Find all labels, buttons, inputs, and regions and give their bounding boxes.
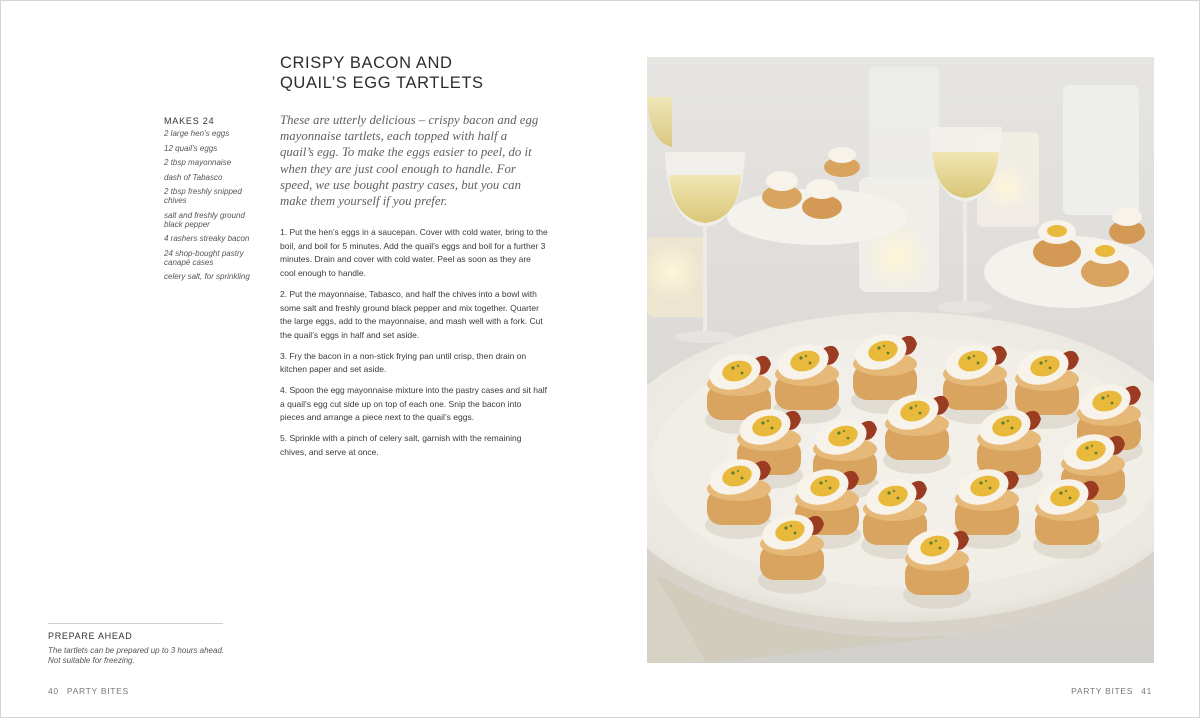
page-number: 40 [48,686,59,696]
ingredient-item: 4 rashers streaky bacon [164,234,250,243]
recipe-title-line-1: CRISPY BACON AND [280,54,453,72]
tartlet-platter-image [647,57,1154,663]
method-step: 1. Put the hen’s eggs in a saucepan. Cover with cold water, bring to the boil, and boil for 5 minutes. Add the quail’s eggs and boil for a further 3 minutes. Drain and cover with cold water. Peel as soon as they are cool enough to handle. [280,227,548,279]
ingredient-item: celery salt, for sprinkling [164,272,250,281]
method-steps [280,226,548,467]
method-step: 4. Spoon the egg mayonnaise mixture into the pastry cases and sit half a quail’s egg cut side up on top of each one. Snip the bacon into pieces and arrange a piece next to the quail’s eggs. [280,385,547,423]
recipe-intro: These are utterly delicious – crispy bacon and egg mayonnaise tartlets, each topped with half a quail’s egg. To make the eggs easier to peel, do it when they are just cool enough to handle. For speed, we use bought pastry cases, but you can make them yourself if you prefer. [280,113,539,209]
food-photo [647,57,1154,663]
ingredient-item: salt and freshly ground black pepper [164,210,245,229]
section-name: PARTY BITES [66,686,129,696]
method-step: 3. Fry the bacon in a non-stick frying pan until crisp, then drain on kitchen paper and set aside. [280,350,527,375]
method-step: 2. Put the mayonnaise, Tabasco, and half the chives into a bowl with some salt and freshly ground black pepper and mix together. Quarter the large eggs, add to the mayonnaise, and mash well with a fork. Cut the quail’s eggs in half and set aside. [280,288,543,340]
prepare-ahead-title: PREPARE AHEAD [48,631,133,641]
page-footer-right [1071,686,1152,696]
recipe-title-line-2: QUAIL’S EGG TARTLETS [280,74,484,92]
ingredient-item: 24 shop-bought pastry canapé cases [164,248,244,267]
ingredient-item: 2 large hen’s eggs [164,129,230,138]
prepare-ahead-divider [48,623,223,624]
ingredient-item: 12 quail’s eggs [164,143,218,153]
ingredient-item: 2 tbsp mayonnaise [164,158,232,167]
page-footer-left [48,686,129,696]
ingredient-list [164,129,259,287]
section-name: PARTY BITES [1071,686,1134,696]
prepare-ahead-text: The tartlets can be prepared up to 3 hours ahead. Not suitable for freezing. [48,646,225,665]
ingredient-item: 2 tbsp freshly snipped chives [164,187,242,205]
page-number: 41 [1141,686,1152,696]
recipe-title [280,53,610,93]
ingredient-item: dash of Tabasco [164,172,223,182]
recipe-yield: MAKES 24 [164,116,215,126]
method-step: 5. Sprinkle with a pinch of celery salt, garnish with the remaining chives, and serve at once. [280,433,522,457]
